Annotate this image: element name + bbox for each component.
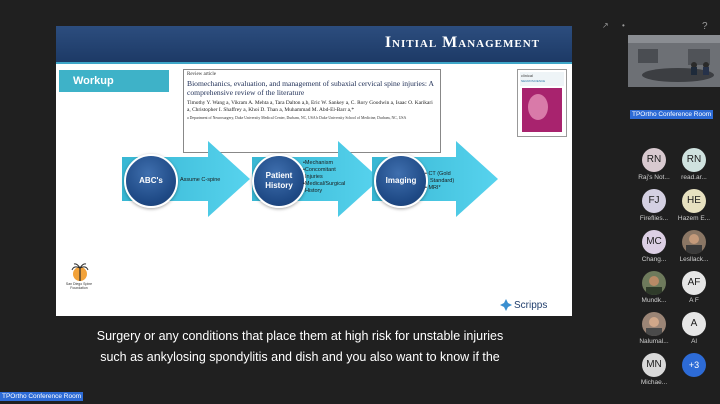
participant-tile[interactable] — [632, 353, 676, 386]
caption-line-2: such as ankylosing spondylitis and dish and you also want to know if the — [100, 350, 500, 364]
participant-name: Lesllack... — [679, 256, 709, 263]
participant-tile[interactable] — [632, 312, 676, 345]
participant-tile[interactable] — [632, 189, 676, 222]
step-line: •Medical/Surgical — [303, 181, 346, 187]
screen-share-room-tag: TPOrtho Conference Room — [2, 393, 82, 400]
avatar: FJ — [642, 189, 666, 213]
step-line: • CT (Gold — [425, 171, 451, 177]
journal-cover-figure — [528, 94, 548, 120]
participant-name: Nalumal... — [639, 338, 669, 345]
header-divider — [56, 62, 572, 64]
avatar: RN — [642, 148, 666, 172]
participant-name: A F — [689, 297, 699, 304]
participant-tile[interactable] — [672, 230, 716, 263]
video-room-tag: TPOrtho Conference Room — [632, 111, 712, 118]
avatar: A — [682, 312, 706, 336]
avatar: MN — [642, 353, 666, 377]
participant-tile[interactable] — [632, 148, 676, 181]
participant-tile[interactable] — [672, 312, 716, 345]
participant-name: Hazem E... — [677, 215, 711, 222]
slide-header-bar — [56, 26, 572, 62]
participant-name: Fireflies... — [639, 215, 669, 222]
step-circle-patient-history: Patient History — [252, 154, 306, 208]
step-line: •Concomitant — [303, 167, 336, 173]
participant-name: Mundk... — [641, 297, 667, 304]
slide-title: Initial Management — [384, 34, 540, 51]
paper-affiliations: a Department of Neurosurgery, Duke University Medical Center, Durham, NC, USA b Duke University School of Medicine, Durham, NC, USA — [187, 116, 407, 120]
participant-tile[interactable] — [632, 271, 676, 304]
step-text-patient-history — [303, 160, 345, 195]
participant-tile[interactable] — [632, 230, 676, 263]
scripps-logo-text: Scripps — [514, 300, 548, 311]
more-options-icon[interactable]: • — [622, 21, 625, 30]
person-photo-icon — [682, 230, 706, 254]
avatar: AF — [682, 271, 706, 295]
more-participants-button[interactable] — [672, 353, 716, 377]
step-line: Assume C-spine — [180, 177, 221, 183]
participant-tile[interactable] — [672, 148, 716, 181]
paper-title: Biomechanics, evaluation, and management of subaxial cervical spine injuries: A comprehensive review of the literature — [187, 79, 434, 97]
step-circle-abcs: ABC's — [124, 154, 178, 208]
participant-name: read.ar... — [681, 174, 707, 181]
more-participants-count: +3 — [682, 353, 706, 377]
participant-name: Al — [691, 338, 697, 345]
palm-tree-logo-icon — [70, 262, 90, 282]
journal-subtitle: NEUROSCIENCE — [521, 79, 546, 83]
step-circle-imaging: Imaging — [374, 154, 428, 208]
avatar: HE — [682, 189, 706, 213]
paper-kind: Review article — [187, 72, 217, 77]
step-line: Standard) — [430, 178, 455, 184]
pointer-icon: ↗ — [602, 21, 609, 30]
scripps-logo-icon — [500, 299, 512, 311]
person-photo-icon — [642, 271, 666, 295]
participant-name: Michae... — [640, 379, 668, 386]
paper-authors: Timothy Y. Wang a, Vikram A. Mehta a, Tara Dalton a,b, Eric W. Sankey a, C. Rory Goodwin a, Isaac O. Karikari a, Christopher I. Shaffrey a, Khoi D. Than a, Muhammad M. Abd-El-Barr a,* — [187, 100, 433, 113]
live-caption — [0, 326, 600, 368]
workup-label: Workup — [59, 70, 169, 92]
step-line: • MRI* — [425, 185, 441, 191]
step-text-imaging — [425, 171, 454, 192]
conference-room-video[interactable] — [628, 35, 720, 87]
avatar: MC — [642, 230, 666, 254]
journal-name: clinical — [521, 73, 534, 78]
person-photo-icon — [642, 312, 666, 336]
avatar-photo — [642, 312, 666, 336]
journal-cover-image — [517, 69, 567, 137]
participant-name: Raj's Not... — [638, 174, 670, 181]
sd-spine-foundation-logo-text: San Diego Spine Foundation — [65, 282, 93, 290]
avatar-photo — [642, 271, 666, 295]
caption-line-1: Surgery or any conditions that place them at high risk for unstable injuries — [96, 329, 504, 343]
participant-tile[interactable] — [672, 271, 716, 304]
help-icon[interactable]: ? — [702, 21, 708, 32]
avatar: RN — [682, 148, 706, 172]
avatar-photo — [682, 230, 706, 254]
participant-name: Chang... — [641, 256, 667, 263]
step-line: Injuries — [305, 174, 323, 180]
conference-room-scene — [628, 35, 720, 87]
participant-tile[interactable] — [672, 189, 716, 222]
step-text-abcs — [180, 177, 220, 184]
presentation-slide — [56, 26, 572, 316]
step-line: •Mechanism — [303, 160, 334, 166]
step-line: History — [305, 188, 323, 194]
